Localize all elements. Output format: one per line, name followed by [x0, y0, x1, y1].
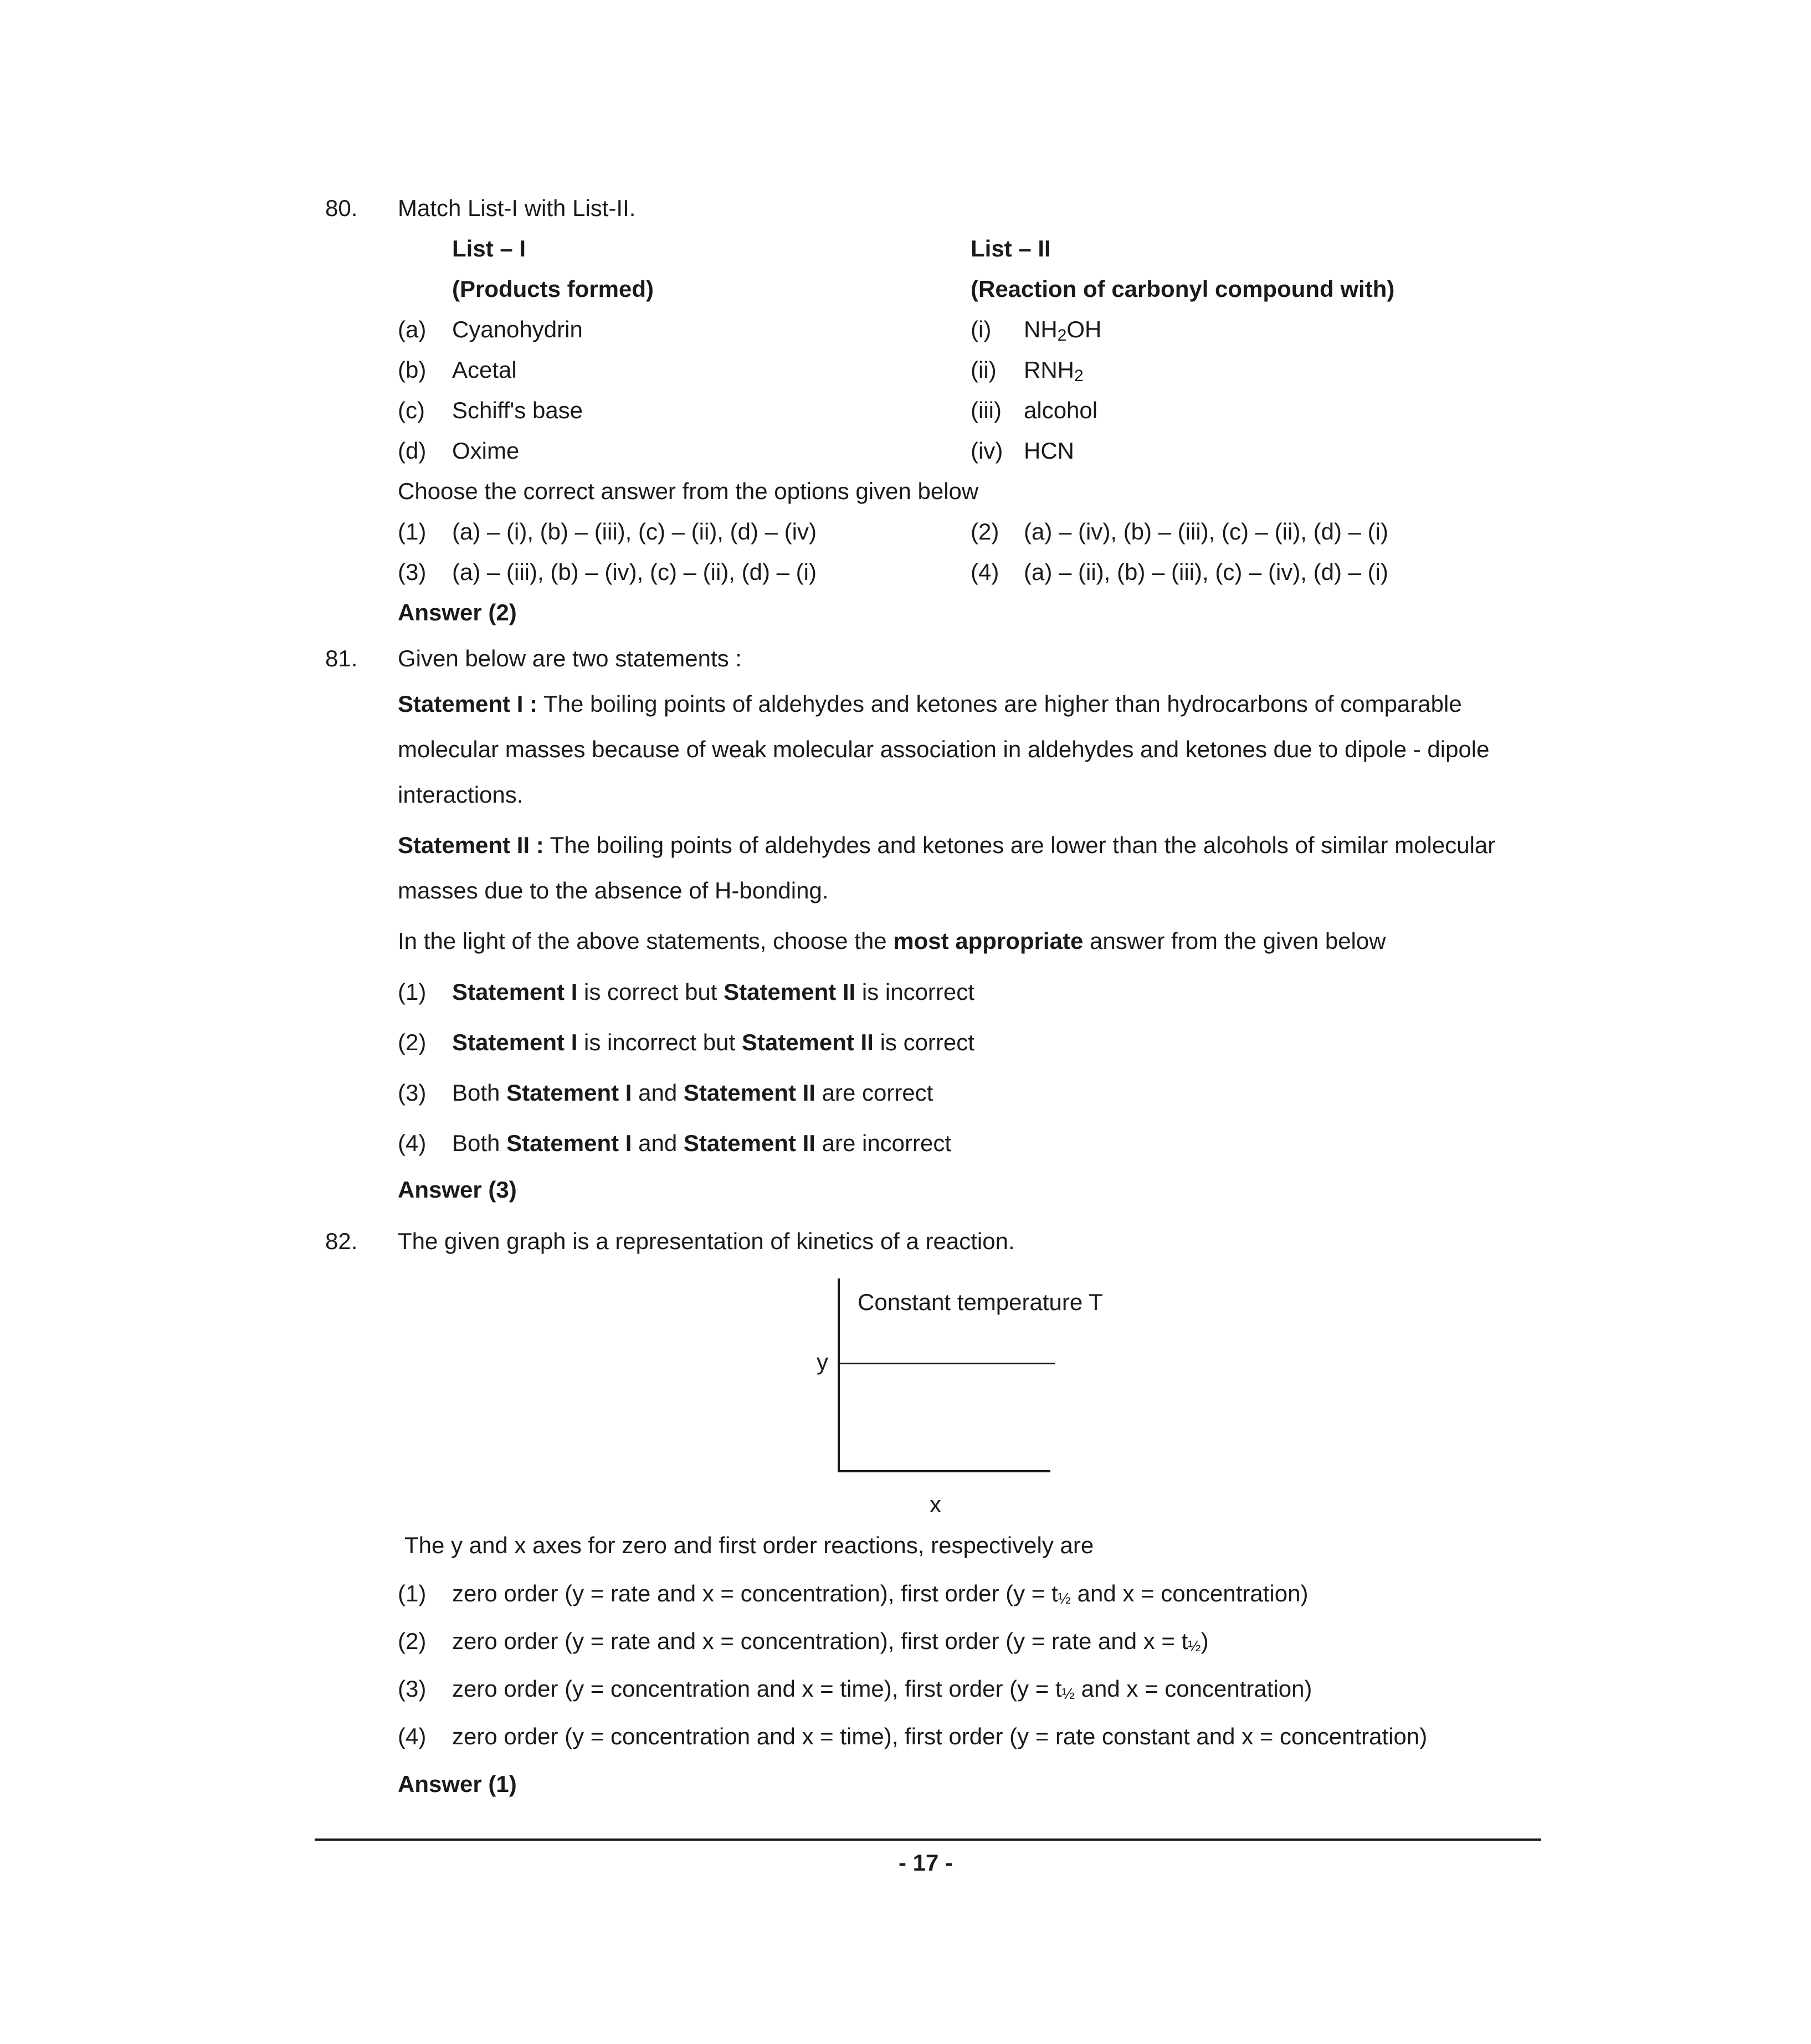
- x-axis-label: x: [930, 1491, 941, 1517]
- list2-tag: (i): [971, 316, 992, 342]
- x-axis: [838, 1470, 1050, 1472]
- question-number: 82.: [325, 1228, 358, 1254]
- list1-tag: (c): [398, 397, 425, 423]
- question-text: Given below are two statements :: [398, 645, 742, 671]
- list1-item: Acetal: [452, 357, 517, 383]
- option-tag: (4): [971, 559, 999, 585]
- option-text: (a) – (iii), (b) – (iv), (c) – (ii), (d) – (i): [452, 559, 817, 585]
- option-text: zero order (y = rate and x = concentration), first order (y = rate and x = t½): [452, 1628, 1209, 1655]
- option-tag: (3): [398, 559, 427, 585]
- option-tag: (3): [398, 1080, 427, 1106]
- option-tag: (2): [971, 518, 999, 545]
- question-text: The given graph is a representation of kinetics of a reaction.: [398, 1228, 1015, 1254]
- answer: Answer (2): [398, 599, 517, 625]
- footer-rule: [315, 1838, 1541, 1841]
- page-number: - 17 -: [899, 1850, 953, 1876]
- statement-1-line: interactions.: [398, 782, 524, 808]
- list1-tag: (b): [398, 357, 427, 383]
- option-tag: (1): [398, 979, 427, 1005]
- statement-2-line: masses due to the absence of H-bonding.: [398, 877, 829, 903]
- constant-line: [840, 1363, 1055, 1364]
- option-tag: (2): [398, 1029, 427, 1055]
- option-text: (a) – (iv), (b) – (iii), (c) – (ii), (d) – (i): [1024, 518, 1388, 545]
- list1-item: Cyanohydrin: [452, 316, 583, 342]
- option-text: Statement I is incorrect but Statement II is correct: [452, 1029, 974, 1055]
- list2-item: HCN: [1024, 438, 1074, 464]
- list1-tag: (a): [398, 316, 427, 342]
- list2-tag: (iii): [971, 397, 1002, 423]
- list2-title: List – II: [971, 235, 1051, 261]
- option-text: Both Statement I and Statement II are correct: [452, 1080, 933, 1106]
- option-tag: (4): [398, 1723, 427, 1749]
- list1-tag: (d): [398, 438, 427, 464]
- option-tag: (1): [398, 518, 427, 545]
- question-prompt: Choose the correct answer from the options given below: [398, 478, 979, 504]
- question-prompt: In the light of the above statements, choose the most appropriate answer from the given below: [398, 928, 1386, 954]
- question-number: 80.: [325, 195, 358, 221]
- list1-subtitle: (Products formed): [452, 276, 654, 302]
- list2-item: $RNH_2$: [1024, 357, 1084, 385]
- statement-2: Statement II : The boiling points of aldehydes and ketones are lower than the alcohols of similar molecular: [398, 832, 1496, 858]
- list2-tag: (ii): [971, 357, 997, 383]
- statement-1-line: molecular masses because of weak molecular association in aldehydes and ketones due to dipole - dipole: [398, 736, 1490, 762]
- option-text: Both Statement I and Statement II are incorrect: [452, 1130, 952, 1156]
- option-text: zero order (y = concentration and x = time), first order (y = t½ and x = concentration): [452, 1676, 1312, 1702]
- option-text: Statement I is correct but Statement II is incorrect: [452, 979, 974, 1005]
- statement-1: Statement I : The boiling points of aldehydes and ketones are higher than hydrocarbons of comparable: [398, 691, 1462, 717]
- option-tag: (1): [398, 1580, 427, 1606]
- list1-title: List – I: [452, 235, 526, 261]
- option-text: zero order (y = concentration and x = time), first order (y = rate constant and x = concentration): [452, 1723, 1428, 1749]
- option-text: (a) – (i), (b) – (iii), (c) – (ii), (d) – (iv): [452, 518, 817, 545]
- option-text: (a) – (ii), (b) – (iii), (c) – (iv), (d) – (i): [1024, 559, 1388, 585]
- question-prompt: The y and x axes for zero and first order reactions, respectively are: [404, 1532, 1094, 1558]
- option-text: zero order (y = rate and x = concentration), first order (y = t½ and x = concentration): [452, 1580, 1309, 1607]
- question-number: 81.: [325, 645, 358, 671]
- list2-subtitle: (Reaction of carbonyl compound with): [971, 276, 1395, 302]
- option-tag: (2): [398, 1628, 427, 1654]
- list2-item: $NH_2OH$: [1024, 316, 1102, 345]
- option-tag: (4): [398, 1130, 427, 1156]
- y-axis-label: y: [817, 1349, 828, 1375]
- y-axis: [838, 1278, 840, 1472]
- list2-item: alcohol: [1024, 397, 1098, 423]
- list1-item: Oxime: [452, 438, 520, 464]
- list1-item: Schiff's base: [452, 397, 583, 423]
- question-text: Match List-I with List-II.: [398, 195, 636, 221]
- list2-tag: (iv): [971, 438, 1003, 464]
- answer: Answer (3): [398, 1177, 517, 1203]
- graph-annotation: Constant temperature T: [858, 1289, 1103, 1315]
- answer: Answer (1): [398, 1771, 517, 1797]
- option-tag: (3): [398, 1676, 427, 1702]
